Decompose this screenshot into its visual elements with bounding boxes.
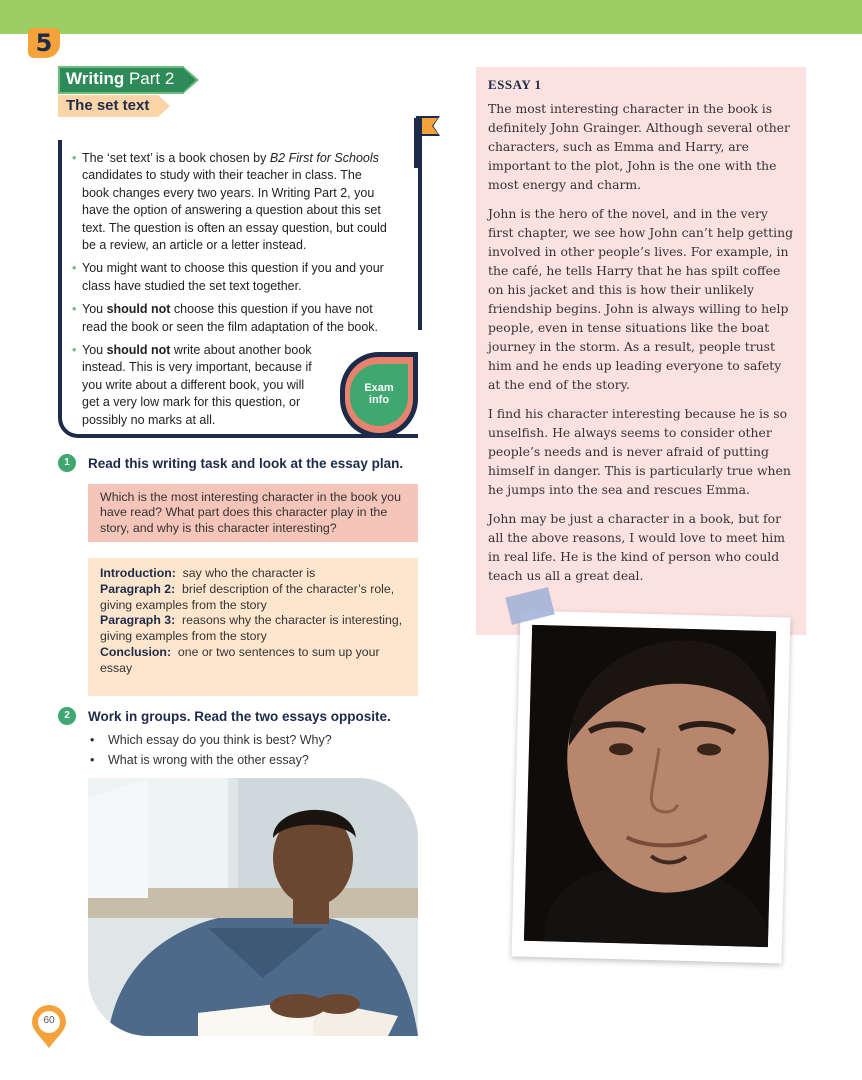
list-item: • You should not write about another book instead. This is very important, because if you write about a different book, you will get a very low mark for this question, or possibly no marks at all.: [72, 342, 392, 429]
page-number-marker: [30, 1004, 68, 1050]
top-color-band: [0, 0, 862, 34]
plan-item: Introduction: say who the character is: [100, 566, 316, 580]
section-title-tag: [58, 66, 200, 94]
task-2-instruction: Work in groups. Read the two essays opposite.: [88, 709, 391, 724]
task-2-number: 2: [58, 707, 76, 725]
exam-info-badge: Exam info: [340, 352, 418, 438]
writing-task-question: Which is the most interesting character in the book you have read? What part does this character play in the story, and why is this character interesting?: [88, 484, 418, 542]
plan-item: Paragraph 2: brief description of the character’s role, giving examples from the story: [100, 581, 395, 612]
task-1-instruction: Read this writing task and look at the essay plan.: [88, 456, 404, 471]
plan-item: Conclusion: one or two sentences to sum up your essay: [100, 644, 380, 675]
essay-1: [476, 67, 806, 635]
essay-plan: [88, 558, 418, 696]
essay-title: ESSAY 1: [488, 77, 542, 92]
essay-paragraph: John may be just a character in a book, but for all the above reasons, I would love to meet him in real life. He is the kind of person who could teach us all a great deal.: [488, 511, 786, 583]
list-item: • You might want to choose this question if you and your class have studied the set text together.: [72, 260, 392, 295]
list-item: • The ‘set text’ is a book chosen by B2 First for Schools candidates to study with their teacher in class. The book changes every two years. In Writing Part 2, you have the option of answering a question about this set text. The question is often an essay question, but could be a review, an article or a letter instead.: [72, 150, 392, 254]
task-1-number: 1: [58, 454, 76, 472]
section-title-part: Part 2: [128, 69, 175, 88]
list-item: • You should not choose this question if you have not read the book or seen the film adaptation of the book.: [72, 301, 392, 336]
section-subtitle-tag: [58, 95, 172, 117]
plan-item: Paragraph 3: reasons why the character is interesting, giving examples from the story: [100, 613, 403, 644]
section-title-bold: Writing: [66, 69, 125, 88]
boy-reading-photo: [88, 778, 418, 1036]
unit-number-badge: 5: [28, 28, 60, 58]
essay-paragraph: The most interesting character in the book is definitely John Grainger. Although several other characters, such as Emma and Harry, are important to the plot, John is the one with the most energy and charm.: [488, 101, 790, 192]
task-2-list: [90, 730, 332, 770]
section-subtitle: The set text: [66, 97, 150, 114]
man-portrait-photo: [512, 611, 791, 964]
list-item: • Which essay do you think is best? Why?: [90, 730, 332, 750]
essay-paragraph: John is the hero of the novel, and in the very first chapter, we see how John can’t help getting involved in other people’s lives. For example, in the café, he tells Harry that he has spilt coffee on his jacket and this is how their unlikely friendship begins. John is always willing to help people, even in tense situations like the boat journey in the storm. As a result, people trust him and he ends up leading everyone to safety at the end of the story.: [488, 206, 794, 392]
essay-paragraph: I find his character interesting because he is so unselfish. He always seems to consider other people’s needs and is never afraid of putting himself in danger. This is particularly true when he jumps into the sea and rescues Emma.: [488, 406, 791, 497]
list-item: • What is wrong with the other essay?: [90, 750, 332, 770]
page-number: 60: [43, 1015, 55, 1026]
